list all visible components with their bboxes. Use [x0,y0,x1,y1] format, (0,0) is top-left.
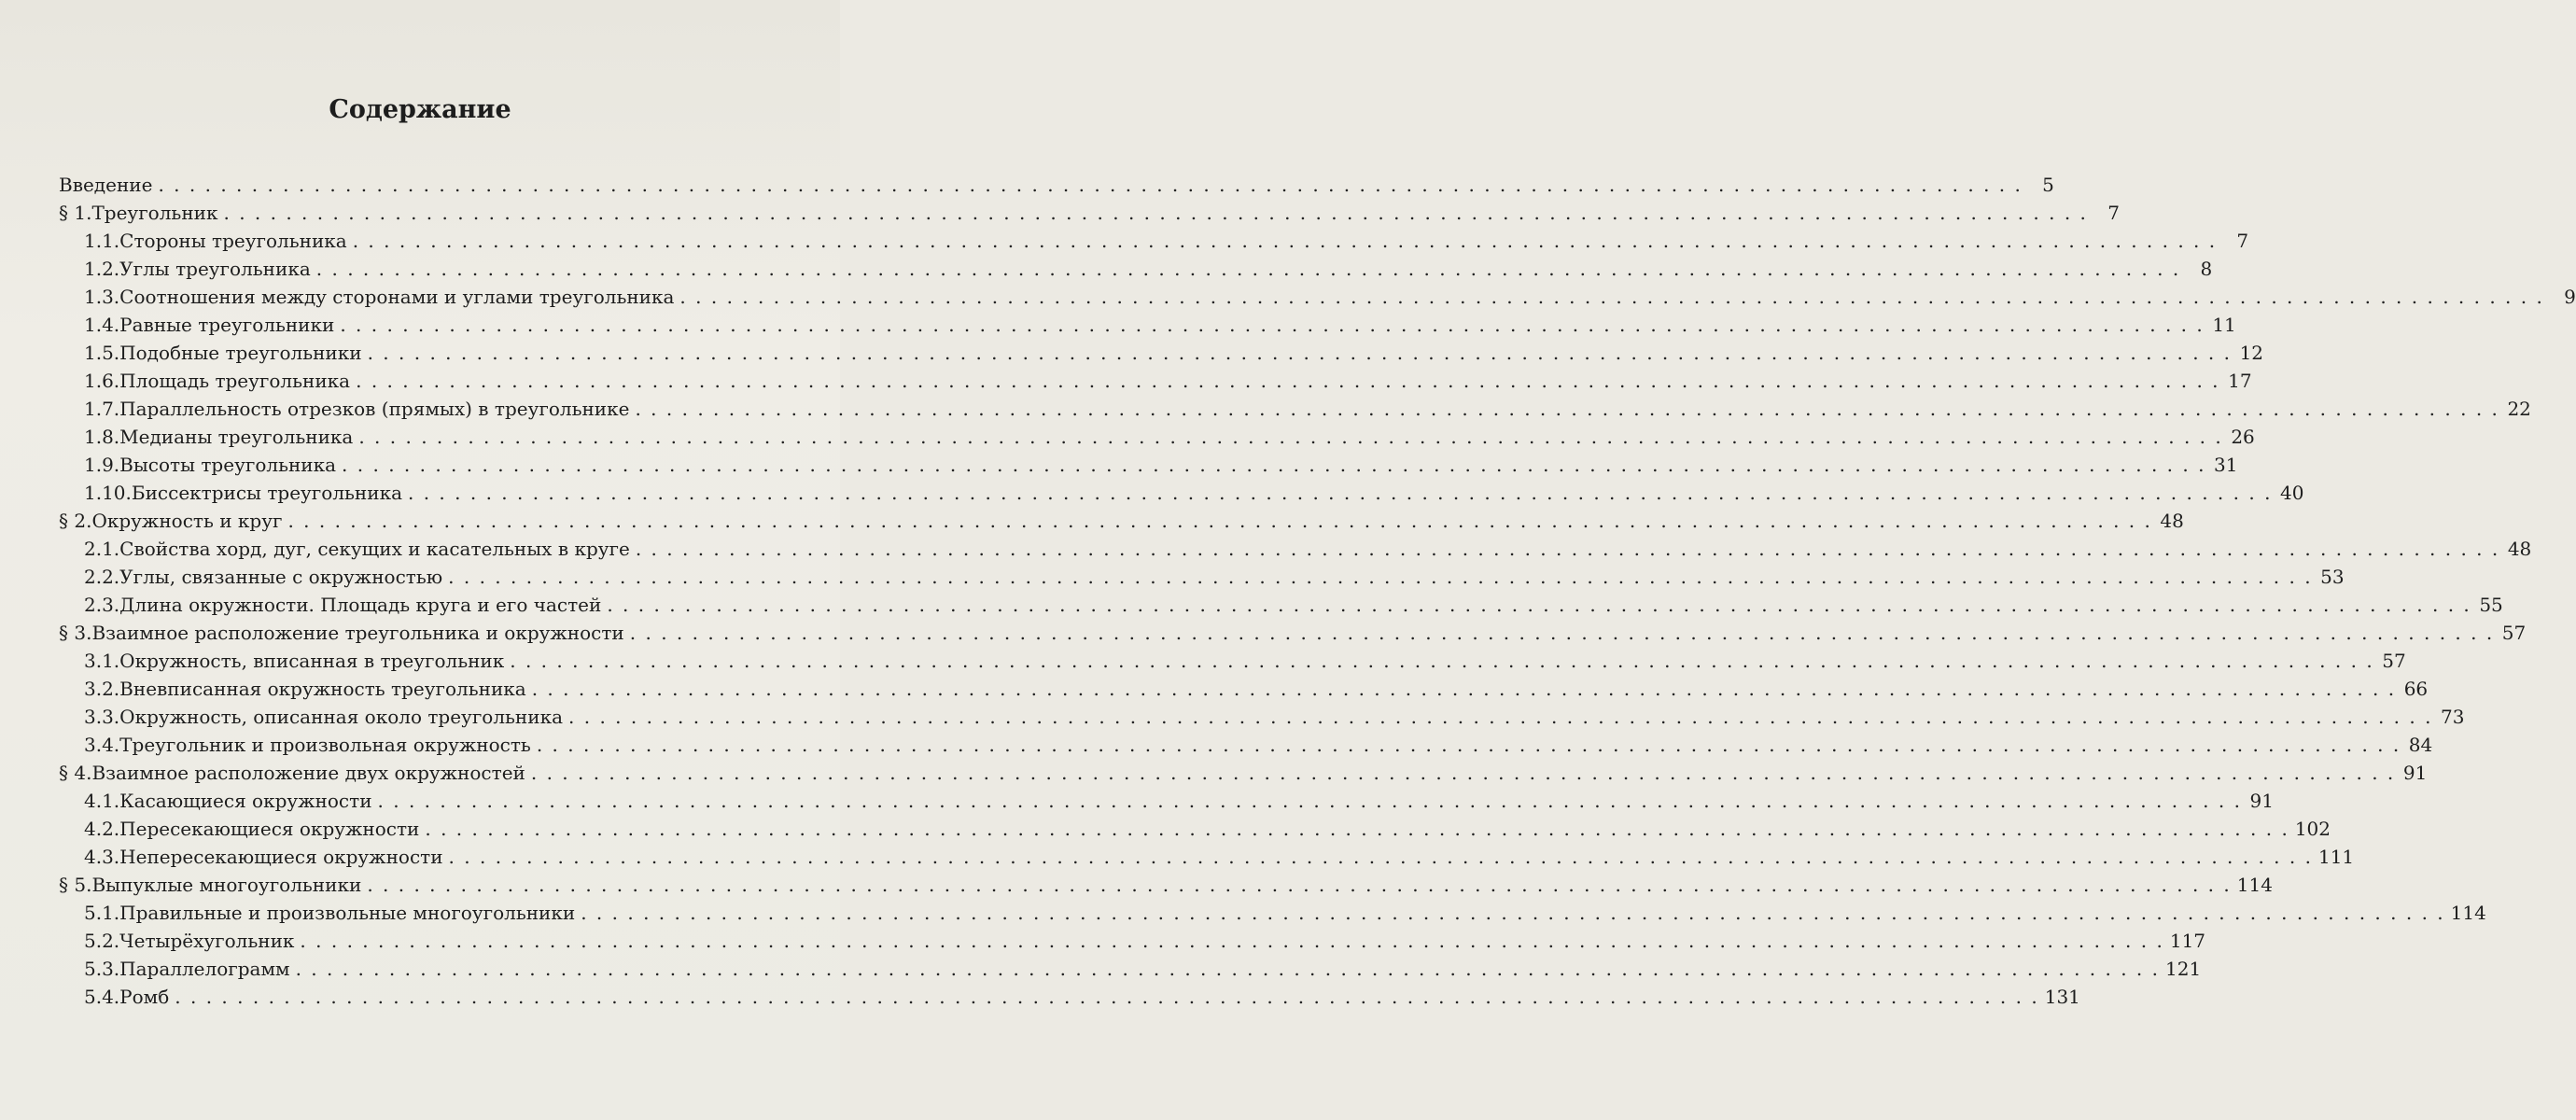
toc-entry-number: 5.2. [84,930,120,952]
toc-leader-dots: . . . . . . . . . . . . . . . . . . . . . . . . . . . . . . . . . . . . . . . . . . . . . . . . . . . . . . . . . . . . . . . . . . . . . . . . . . . . . . . . . . . . . . . . . . . . . . . . . . . . . . . . . . . . . . . . . . . . . . . . [315,258,2181,280]
toc-leader-dots: . . . . . . . . . . . . . . . . . . . . . . . . . . . . . . . . . . . . . . . . . . . . . . . . . . . . . . . . . . . . . . . . . . . . . . . . . . . . . . . . . . . . . . . . . . . . . . . . . . . . . . . . . . . . . . . . . . . . . . . . [448,566,2313,588]
toc-entry-number: § 4. [59,762,92,784]
toc-entry-title: Непересекающиеся окружности [119,846,443,868]
toc-entry-title: Взаимное расположение треугольника и окружности [91,622,624,644]
toc-entry-page: 7 [2236,230,2249,252]
toc-entry-title: Стороны треугольника [119,230,347,252]
toc-leader-dots: . . . . . . . . . . . . . . . . . . . . . . . . . . . . . . . . . . . . . . . . . . . . . . . . . . . . . . . . . . . . . . . . . . . . . . . . . . . . . . . . . . . . . . . . . . . . . . . . . . . . . . . . . . . . . . . . . . . . . . . . [287,510,2152,532]
toc-entry-title: Треугольник и произвольная окружность [119,734,531,756]
toc-leader-dots: . . . . . . . . . . . . . . . . . . . . . . . . . . . . . . . . . . . . . . . . . . . . . . . . . . . . . . . . . . . . . . . . . . . . . . . . . . . . . . . . . . . . . . . . . . . . . . . . . . . . . . . . . . . . . . . . . . . . . . . . [635,538,2500,560]
toc-leader-dots: . . . . . . . . . . . . . . . . . . . . . . . . . . . . . . . . . . . . . . . . . . . . . . . . . . . . . . . . . . . . . . . . . . . . . . . . . . . . . . . . . . . . . . . . . . . . . . . . . . . . . . . . . . . . . . . . . . . . . . . . [358,426,2223,448]
toc-entry-number: § 2. [59,510,92,532]
toc-entry [59,566,2345,594]
toc-entry [59,230,2249,258]
toc-entry-number: 1.2. [84,258,120,280]
toc-entry-number: 1.5. [84,342,120,364]
toc-entry-page: 117 [2169,930,2206,952]
toc-leader-dots: . . . . . . . . . . . . . . . . . . . . . . . . . . . . . . . . . . . . . . . . . . . . . . . . . . . . . . . . . . . . . . . . . . . . . . . . . . . . . . . . . . . . . . . . . . . . . . . . . . . . . . . . . . . . . . . . . . . . . . . . [352,230,2218,252]
toc-entry-number: 3.4. [84,734,120,756]
toc-entry-number: 3.2. [84,678,120,700]
table-of-contents [59,174,2576,1014]
toc-leader-dots: . . . . . . . . . . . . . . . . . . . . . . . . . . . . . . . . . . . . . . . . . . . . . . . . . . . . . . . . . . . . . . . . . . . . . . . . . . . . . . . . . . . . . . . . . . . . . . . . . . . . . . . . . . . . . . . . . . . . . . . . [510,650,2374,672]
toc-entry [59,846,2355,874]
toc-entry-title: Соотношения между сторонами и углами треугольника [119,286,675,308]
toc-entry-number: 3.3. [84,706,120,728]
toc-entry-number: 2.2. [84,566,120,588]
toc-entry-page: 7 [2107,202,2120,224]
toc-entry-title: Вневписанная окружность треугольника [119,678,526,700]
toc-entry [59,874,2273,902]
toc-entry-number: 1.4. [84,314,120,336]
toc-entry-page: 53 [2320,566,2345,588]
toc-entry [59,314,2236,342]
toc-entry-number: 2.3. [84,594,120,616]
toc-entry [59,286,2576,314]
toc-entry-title: Ромб [119,986,170,1008]
toc-entry [59,790,2274,818]
toc-entry-title: Длина окружности. Площадь круга и его частей [119,594,602,616]
toc-entry-page: 73 [2441,706,2465,728]
toc-entry-page: 48 [2507,538,2532,560]
toc-leader-dots: . . . . . . . . . . . . . . . . . . . . . . . . . . . . . . . . . . . . . . . . . . . . . . . . . . . . . . . . . . . . . . . . . . . . . . . . . . . . . . . . . . . . . . . . . . . . . . . . . . . . . . . . . . . . . . . . . . . . . . . . [340,314,2205,336]
toc-entry-page: 22 [2507,398,2531,420]
toc-entry-number: § 1. [59,202,92,224]
toc-entry-number: 2.1. [84,538,120,560]
toc-entry-page: 57 [2501,622,2527,644]
toc-leader-dots: . . . . . . . . . . . . . . . . . . . . . . . . . . . . . . . . . . . . . . . . . . . . . . . . . . . . . . . . . . . . . . . . . . . . . . . . . . . . . . . . . . . . . . . . . . . . . . . . . . . . . . . . . . . . . . . . . . . . . . . . [425,818,2289,840]
toc-entry [59,426,2255,454]
toc-entry-number: 1.3. [84,286,120,308]
toc-entry-page: 91 [2249,790,2274,812]
toc-entry-title: Углы, связанные с окружностью [119,566,443,588]
toc-entry-title: Треугольник [91,202,218,224]
toc-entry-number: 5.3. [84,958,120,980]
toc-entry [59,986,2080,1014]
toc-leader-dots: . . . . . . . . . . . . . . . . . . . . . . . . . . . . . . . . . . . . . . . . . . . . . . . . . . . . . . . . . . . . . . . . . . . . . . . . . . . . . . . . . . . . . . . . . . . . . . . . . . . . . . . . . . . . . . . . . . . . . . . . [530,762,2396,784]
toc-entry-title: Правильные и произвольные многоугольники [119,902,576,924]
toc-entry-number: 5.4. [84,986,120,1008]
toc-entry [59,538,2532,566]
toc-entry-title: Подобные треугольники [119,342,362,364]
toc-entry [59,650,2406,678]
toc-entry-number: § 5. [59,874,92,896]
toc-entry-number: 4.3. [84,846,120,868]
toc-entry-page: 8 [2200,258,2213,280]
toc-entry-title: Равные треугольники [119,314,335,336]
toc-leader-dots: . . . . . . . . . . . . . . . . . . . . . . . . . . . . . . . . . . . . . . . . . . . . . . . . . . . . . . . . . . . . . . . . . . . . . . . . . . . . . . . . . . . . . . . . . . . . . . . . . . . . . . . . . . . . . . . . . . . . . . . . [679,286,2544,308]
toc-entry-title: Окружность, описанная около треугольника [119,706,564,728]
toc-entry-page: 40 [2279,482,2304,504]
toc-leader-dots: . . . . . . . . . . . . . . . . . . . . . . . . . . . . . . . . . . . . . . . . . . . . . . . . . . . . . . . . . . . . . . . . . . . . . . . . . . . . . . . . . . . . . . . . . . . . . . . . . . . . . . . . . . . . . . . . . . . . . . . . [629,622,2495,644]
toc-entry [59,482,2304,510]
toc-leader-dots: . . . . . . . . . . . . . . . . . . . . . . . . . . . . . . . . . . . . . . . . . . . . . . . . . . . . . . . . . . . . . . . . . . . . . . . . . . . . . . . . . . . . . . . . . . . . . . . . . . . . . . . . . . . . . . . . . . . . . . . . [300,930,2164,952]
toc-entry-number: § 3. [59,622,92,644]
toc-entry-title: Параллельность отрезков (прямых) в треугольнике [119,398,630,420]
toc-entry-title: Окружность и круг [91,510,283,532]
toc-entry-page: 26 [2231,426,2255,448]
toc-entry-number: 5.1. [84,902,120,924]
toc-entry [59,202,2120,230]
toc-entry-number: 1.1. [84,230,120,252]
toc-entry-page: 102 [2294,818,2331,840]
toc-leader-dots: . . . . . . . . . . . . . . . . . . . . . . . . . . . . . . . . . . . . . . . . . . . . . . . . . . . . . . . . . . . . . . . . . . . . . . . . . . . . . . . . . . . . . . . . . . . . . . . . . . . . . . . . . . . . . . . . . . . . . . . . [158,174,2023,196]
toc-entry-page: 5 [2042,174,2054,196]
toc-leader-dots: . . . . . . . . . . . . . . . . . . . . . . . . . . . . . . . . . . . . . . . . . . . . . . . . . . . . . . . . . . . . . . . . . . . . . . . . . . . . . . . . . . . . . . . . . . . . . . . . . . . . . . . . . . . . . . . . . . . . . . . . [367,342,2233,364]
toc-entry [59,398,2531,426]
toc-entry-title: Углы треугольника [119,258,311,280]
toc-entry-page: 84 [2408,734,2433,756]
toc-entry-page: 11 [2212,314,2236,336]
toc-entry-page: 66 [2403,678,2429,700]
toc-entry-title: Пересекающиеся окружности [119,818,420,840]
toc-entry [59,622,2527,650]
toc-entry [59,762,2428,790]
toc-leader-dots: . . . . . . . . . . . . . . . . . . . . . . . . . . . . . . . . . . . . . . . . . . . . . . . . . . . . . . . . . . . . . . . . . . . . . . . . . . . . . . . . . . . . . . . . . . . . . . . . . . . . . . . . . . . . . . . . . . . . . . . . [448,846,2313,868]
toc-entry-number: 3.1. [84,650,120,672]
toc-entry [59,370,2252,398]
toc-leader-dots: . . . . . . . . . . . . . . . . . . . . . . . . . . . . . . . . . . . . . . . . . . . . . . . . . . . . . . . . . . . . . . . . . . . . . . . . . . . . . . . . . . . . . . . . . . . . . . . . . . . . . . . . . . . . . . . . . . . . . . . . [175,986,2039,1008]
toc-entry [59,706,2465,734]
toc-entry [59,454,2238,482]
toc-entry-page: 31 [2214,454,2238,476]
page-title: Содержание [329,95,511,124]
toc-entry-number: 1.10. [84,482,132,504]
toc-entry-title: Четырёхугольник [119,930,295,952]
toc-entry-page: 91 [2402,762,2428,784]
toc-entry-number: 1.8. [84,426,120,448]
toc-entry-page: 9 [2564,286,2576,308]
toc-leader-dots: . . . . . . . . . . . . . . . . . . . . . . . . . . . . . . . . . . . . . . . . . . . . . . . . . . . . . . . . . . . . . . . . . . . . . . . . . . . . . . . . . . . . . . . . . . . . . . . . . . . . . . . . . . . . . . . . . . . . . . . . [581,902,2445,924]
toc-entry [59,678,2429,706]
toc-entry [59,594,2503,622]
toc-entry [59,174,2054,202]
toc-entry-number: 1.9. [84,454,120,476]
toc-entry-number: 4.2. [84,818,120,840]
toc-leader-dots: . . . . . . . . . . . . . . . . . . . . . . . . . . . . . . . . . . . . . . . . . . . . . . . . . . . . . . . . . . . . . . . . . . . . . . . . . . . . . . . . . . . . . . . . . . . . . . . . . . . . . . . . . . . . . . . . . . . . . . . . [531,678,2397,700]
toc-entry [59,734,2433,762]
toc-entry-page: 55 [2479,594,2503,616]
toc-entry-number: 1.7. [84,398,120,420]
toc-entry-title: Параллелограмм [119,958,290,980]
toc-entry-page: 17 [2228,370,2252,392]
toc-entry [59,510,2184,538]
toc-leader-dots: . . . . . . . . . . . . . . . . . . . . . . . . . . . . . . . . . . . . . . . . . . . . . . . . . . . . . . . . . . . . . . . . . . . . . . . . . . . . . . . . . . . . . . . . . . . . . . . . . . . . . . . . . . . . . . . . . . . . . . . . [635,398,2499,420]
toc-entry-page: 111 [2317,846,2355,868]
toc-leader-dots: . . . . . . . . . . . . . . . . . . . . . . . . . . . . . . . . . . . . . . . . . . . . . . . . . . . . . . . . . . . . . . . . . . . . . . . . . . . . . . . . . . . . . . . . . . . . . . . . . . . . . . . . . . . . . . . . . . . . . . . . [536,734,2401,756]
toc-entry-title: Высоты треугольника [119,454,337,476]
toc-entry-title: Взаимное расположение двух окружностей [91,762,525,784]
toc-entry [59,958,2202,986]
toc-entry-number: 1.6. [84,370,120,392]
toc-leader-dots: . . . . . . . . . . . . . . . . . . . . . . . . . . . . . . . . . . . . . . . . . . . . . . . . . . . . . . . . . . . . . . . . . . . . . . . . . . . . . . . . . . . . . . . . . . . . . . . . . . . . . . . . . . . . . . . . . . . . . . . . [295,958,2161,980]
toc-entry-title: Касающиеся окружности [119,790,372,812]
toc-entry-page: 57 [2382,650,2406,672]
toc-leader-dots: . . . . . . . . . . . . . . . . . . . . . . . . . . . . . . . . . . . . . . . . . . . . . . . . . . . . . . . . . . . . . . . . . . . . . . . . . . . . . . . . . . . . . . . . . . . . . . . . . . . . . . . . . . . . . . . . . . . . . . . . [408,482,2273,504]
toc-entry-page: 12 [2239,342,2264,364]
toc-entry-title: Введение [59,174,153,196]
toc-leader-dots: . . . . . . . . . . . . . . . . . . . . . . . . . . . . . . . . . . . . . . . . . . . . . . . . . . . . . . . . . . . . . . . . . . . . . . . . . . . . . . . . . . . . . . . . . . . . . . . . . . . . . . . . . . . . . . . . . . . . . . . . [367,874,2232,896]
toc-entry-page: 114 [2236,874,2273,896]
toc-entry-title: Свойства хорд, дуг, секущих и касательных в круге [119,538,630,560]
toc-entry-page: 48 [2160,510,2184,532]
toc-entry-page: 114 [2450,902,2486,924]
toc-entry-title: Выпуклые многоугольники [91,874,362,896]
toc-entry [59,258,2213,286]
toc-entry [59,930,2206,958]
toc-entry [59,902,2486,930]
toc-leader-dots: . . . . . . . . . . . . . . . . . . . . . . . . . . . . . . . . . . . . . . . . . . . . . . . . . . . . . . . . . . . . . . . . . . . . . . . . . . . . . . . . . . . . . . . . . . . . . . . . . . . . . . . . . . . . . . . . . . . . . . . . [377,790,2242,812]
toc-entry [59,342,2264,370]
toc-leader-dots: . . . . . . . . . . . . . . . . . . . . . . . . . . . . . . . . . . . . . . . . . . . . . . . . . . . . . . . . . . . . . . . . . . . . . . . . . . . . . . . . . . . . . . . . . . . . . . . . . . . . . . . . . . . . . . . . . . . . . . . . [356,370,2220,392]
toc-entry-page: 121 [2165,958,2202,980]
toc-entry-title: Медианы треугольника [119,426,354,448]
toc-leader-dots: . . . . . . . . . . . . . . . . . . . . . . . . . . . . . . . . . . . . . . . . . . . . . . . . . . . . . . . . . . . . . . . . . . . . . . . . . . . . . . . . . . . . . . . . . . . . . . . . . . . . . . . . . . . . . . . . . . . . . . . . [607,594,2471,616]
toc-leader-dots: . . . . . . . . . . . . . . . . . . . . . . . . . . . . . . . . . . . . . . . . . . . . . . . . . . . . . . . . . . . . . . . . . . . . . . . . . . . . . . . . . . . . . . . . . . . . . . . . . . . . . . . . . . . . . . . . . . . . . . . . [568,706,2433,728]
toc-entry-page: 131 [2044,986,2080,1008]
toc-entry-number: 4.1. [84,790,120,812]
toc-entry-title: Площадь треугольника [119,370,351,392]
toc-leader-dots: . . . . . . . . . . . . . . . . . . . . . . . . . . . . . . . . . . . . . . . . . . . . . . . . . . . . . . . . . . . . . . . . . . . . . . . . . . . . . . . . . . . . . . . . . . . . . . . . . . . . . . . . . . . . . . . . . . . . . . . . [342,454,2206,476]
toc-leader-dots: . . . . . . . . . . . . . . . . . . . . . . . . . . . . . . . . . . . . . . . . . . . . . . . . . . . . . . . . . . . . . . . . . . . . . . . . . . . . . . . . . . . . . . . . . . . . . . . . . . . . . . . . . . . . . . . . . . . . . . . . [223,202,2088,224]
toc-entry [59,818,2331,846]
toc-entry-title: Биссектрисы треугольника [131,482,402,504]
toc-entry-title: Окружность, вписанная в треугольник [119,650,505,672]
